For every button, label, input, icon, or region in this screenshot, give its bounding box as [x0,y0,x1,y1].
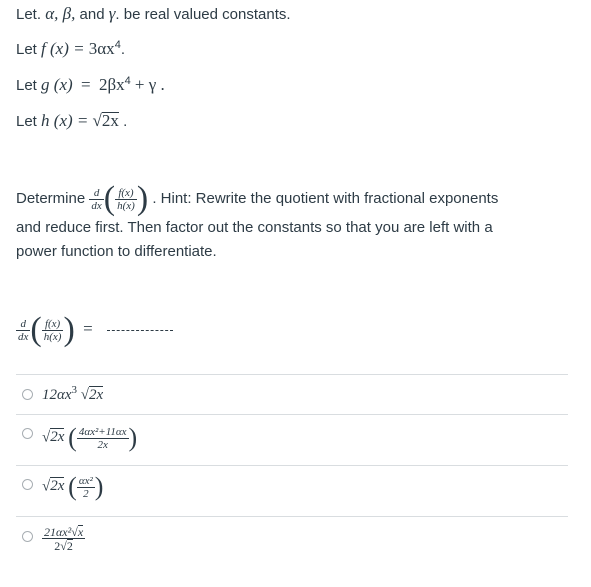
quotient-num: f(x) [115,187,137,200]
choice-c-expression [42,474,103,500]
coef: 12αx [42,387,72,403]
quotient-den: h(x) [117,199,135,212]
intro-and: and [79,6,105,23]
f-exp: 4 [114,39,121,51]
quotient [115,187,137,212]
sqrt-sign: √ [42,429,51,446]
g-rhs: 2βx [98,75,125,94]
hint-text: . Hint: Rewrite the quotient with fractional exponents [152,189,499,207]
num [42,525,85,539]
quotient-den: h(x) [43,330,62,343]
choice-b-expression [42,425,137,451]
root: 2x [50,429,65,446]
fraction [77,475,95,500]
g-lhs: g (x) [41,75,73,94]
den-coef: 2 [54,539,61,553]
question-line2: and reduce first. Then factor out the constants so that you are left with a [16,219,493,236]
exp: 3 [71,384,78,396]
let-word: Let [16,77,37,94]
den [42,539,85,552]
sqrt-sign: √ [60,539,67,553]
choice-b[interactable] [16,414,568,465]
derivative-operator [16,318,30,343]
choice-a[interactable] [16,374,568,414]
num-coef: 21αx² [44,525,72,539]
f-rhs: 3αx [88,39,115,58]
fraction [42,525,85,552]
num-root: x [77,525,84,539]
sqrt-sign: √ [92,111,102,130]
f-period: . [120,41,125,58]
derivative-operator [89,187,103,212]
intro-tail: . be real valued constants. [115,6,291,23]
f-lhs: f (x) = [41,39,85,58]
d-num: d [89,187,103,200]
left-paren: ( [68,472,77,501]
answer-blank-row [16,313,173,347]
left-paren: ( [68,423,77,452]
answer-choices [16,374,568,567]
radio-button[interactable] [22,479,33,490]
d-num: d [16,318,30,331]
root: 2x [50,478,65,495]
choice-d[interactable] [16,516,568,567]
right-paren: ) [94,472,104,501]
determine-word: Determine [16,189,86,207]
equals-sign: = [83,318,93,338]
intro-gamma: γ [108,4,116,23]
radio-button[interactable] [22,531,33,542]
quotient-num: f(x) [42,318,64,331]
choice-d-expression [42,525,85,552]
right-paren: ) [128,423,138,452]
quotient [42,318,64,343]
fraction [77,426,129,451]
let-word: Let [16,41,37,58]
den: 2 [83,487,89,500]
let-word: Let [16,113,37,130]
g-exp: 4 [124,75,131,87]
radio-button[interactable] [22,389,33,400]
sqrt-sign: √ [80,387,90,403]
sqrt-sign: √ [42,478,51,495]
choice-c[interactable] [16,465,568,516]
answer-blank [107,330,173,331]
g-tail: + γ . [134,75,165,94]
question-line3: power function to differentiate. [16,243,217,260]
g-eq: = [81,75,91,94]
sqrt-sign: √ [71,525,78,539]
intro-line [16,4,291,24]
root: 2x [89,387,104,403]
right-paren: ) [63,311,75,348]
d-den: dx [91,199,102,212]
num: 4αx²+11αx [78,425,127,438]
def-h [16,111,127,131]
h-root: 2x [101,111,119,130]
def-g [16,75,165,95]
left-paren: ( [30,311,42,348]
den-root: 2 [66,539,73,553]
intro-let: Let. [16,6,42,23]
choice-a-expression [42,384,103,404]
intro-constants: α, β, [45,4,76,23]
radio-button[interactable] [22,428,33,439]
h-lhs: h (x) = [41,111,89,130]
question-text [16,182,571,264]
den: 2x [97,438,108,451]
right-paren: ) [136,180,149,217]
left-paren: ( [103,180,116,217]
d-den: dx [18,330,29,343]
def-f [16,39,125,59]
num: αx² [78,474,93,487]
h-period: . [123,113,128,130]
